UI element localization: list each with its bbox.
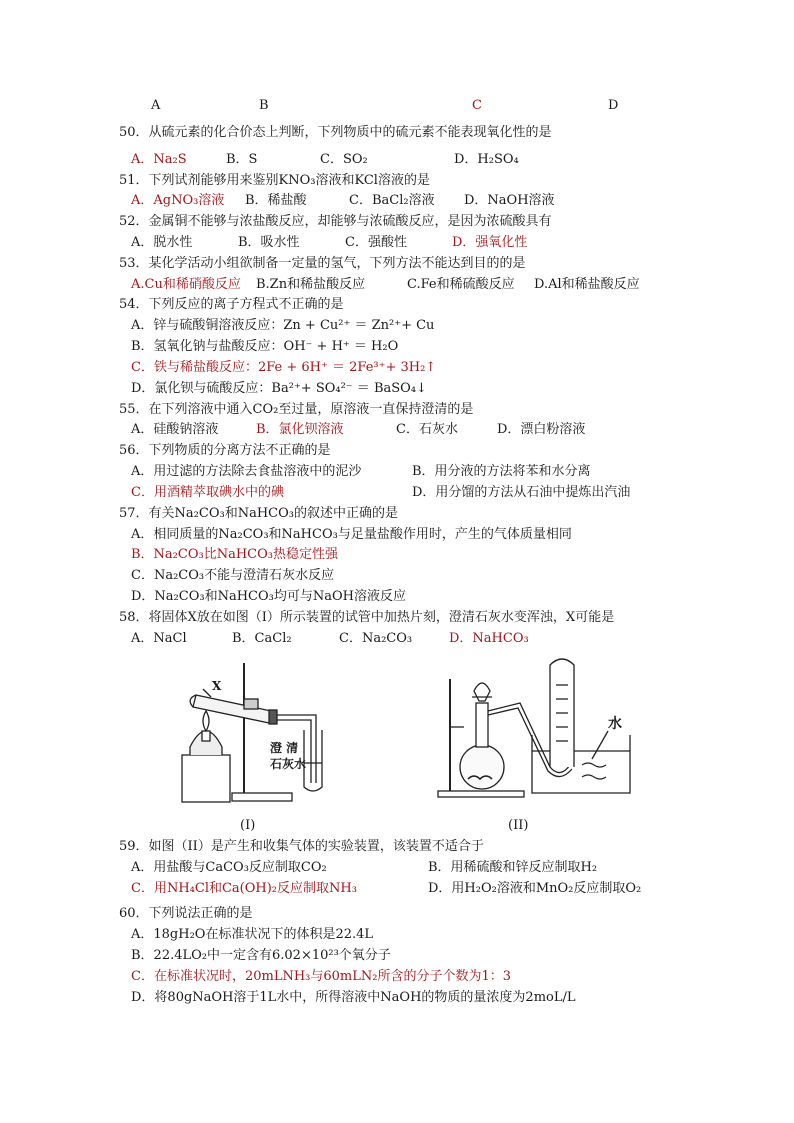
question-50-stem: 50．从硫元素的化合价态上判断，下列物质中的硫元素不能表现氧化性的是 — [119, 125, 552, 140]
q59-option-d: D．用H₂O₂溶液和MnO₂反应制取O₂ — [428, 881, 642, 896]
figure-1-heating-apparatus — [176, 655, 346, 807]
q56-option-d: D．用分馏的方法从石油中提炼出汽油 — [412, 485, 631, 500]
q51-option-a: A．AgNO₃溶液 — [131, 193, 225, 208]
figure-2-drawing — [432, 655, 632, 803]
q51-option-c: C．BaCl₂溶液 — [349, 193, 435, 208]
q50-option-c: C．SO₂ — [320, 152, 368, 167]
q60-option-d: D．将80gNaOH溶于1L水中，所得溶液中NaOH的物质的量浓度为2moL/L — [131, 990, 576, 1005]
question-60-stem: 60．下列说法正确的是 — [119, 906, 253, 921]
top-label-b: B — [259, 98, 269, 113]
q54-option-c: C．铁与稀盐酸反应：2Fe + 6H⁺ ＝ 2Fe³⁺+ 3H₂↑ — [131, 360, 437, 375]
q51-option-d: D．NaOH溶液 — [464, 193, 555, 208]
figure-2-caption: (II) — [508, 818, 529, 833]
q59-option-c: C．用NH₄Cl和Ca(OH)₂反应制取NH₃ — [131, 881, 357, 896]
figure-2-label-water: 水 — [608, 716, 622, 732]
question-56-stem: 56．下列物质的分离方法不正确的是 — [119, 443, 331, 458]
figure-1-caption: (I) — [240, 818, 256, 833]
q52-option-b: B．吸水性 — [238, 235, 300, 250]
figure-1-label-lime-1: 澄 清 — [270, 741, 299, 755]
q57-option-a: A．相同质量的Na₂CO₃和NaHCO₃与足量盐酸作用时，产生的气体质量相同 — [131, 527, 572, 542]
top-label-a: A — [151, 98, 161, 113]
question-58-stem: 58．将固体X放在如图（I）所示装置的试管中加热片刻，澄清石灰水变浑浊，X可能是 — [119, 610, 615, 625]
q53-option-d: D.Al和稀盐酸反应 — [534, 277, 640, 292]
q50-option-d: D．H₂SO₄ — [454, 152, 519, 167]
q54-option-a: A．锌与硫酸铜溶液反应：Zn + Cu²⁺ ＝ Zn²⁺+ Cu — [131, 318, 435, 333]
q55-option-d: D．漂白粉溶液 — [497, 422, 586, 437]
q57-option-c: C．Na₂CO₃不能与澄清石灰水反应 — [131, 568, 335, 583]
q52-option-a: A．脱水性 — [131, 235, 193, 250]
q57-option-b: B．Na₂CO₃比NaHCO₃热稳定性强 — [131, 547, 338, 562]
q58-option-d: D．NaHCO₃ — [449, 631, 529, 646]
q60-option-c: C．在标准状况时，20mLNH₃与60mLN₂所含的分子个数为1：3 — [131, 969, 512, 984]
q53-option-a: A.Cu和稀硝酸反应 — [131, 277, 241, 292]
q58-option-b: B．CaCl₂ — [232, 631, 292, 646]
q60-option-a: A．18gH₂O在标准状况下的体积是22.4L — [131, 927, 374, 942]
top-label-d: D — [608, 98, 619, 113]
q50-option-a: A．Na₂S — [131, 152, 187, 167]
q56-option-b: B．用分液的方法将苯和水分离 — [412, 464, 591, 479]
q55-option-c: C．石灰水 — [396, 422, 458, 437]
question-57-stem: 57．有关Na₂CO₃和NaHCO₃的叙述中正确的是 — [119, 506, 398, 521]
q55-option-b: B．氯化钡溶液 — [256, 422, 344, 437]
q52-option-d: D．强氧化性 — [452, 235, 528, 250]
q60-option-b: B．22.4LO₂中一定含有6.02×10²³个氧分子 — [131, 948, 391, 963]
figure-1-drawing — [176, 655, 346, 807]
question-53-stem: 53．某化学活动小组欲制备一定量的氢气，下列方法不能达到目的的是 — [119, 256, 526, 271]
question-59-stem: 59．如图（II）是产生和收集气体的实验装置，该装置不适合于 — [119, 839, 484, 854]
q54-option-d: D．氯化钡与硫酸反应：Ba²⁺+ SO₄²⁻ ＝ BaSO₄↓ — [131, 381, 427, 396]
q56-option-a: A．用过滤的方法除去食盐溶液中的泥沙 — [131, 464, 362, 479]
figure-1-label-x: X — [212, 679, 222, 693]
q55-option-a: A．硅酸钠溶液 — [131, 422, 219, 437]
q53-option-c: C.Fe和稀硫酸反应 — [407, 277, 515, 292]
q59-option-a: A．用盐酸与CaCO₃反应制取CO₂ — [131, 860, 327, 875]
q53-option-b: B.Zn和稀盐酸反应 — [256, 277, 366, 292]
q58-option-c: C．Na₂CO₃ — [339, 631, 413, 646]
question-51-stem: 51．下列试剂能够用来鉴别KNO₃溶液和KCl溶液的是 — [119, 173, 430, 188]
q51-option-b: B．稀盐酸 — [245, 193, 307, 208]
q50-option-b: B．S — [226, 152, 258, 167]
q59-option-b: B．用稀硫酸和锌反应制取H₂ — [428, 860, 598, 875]
q54-option-b: B．氢氧化钠与盐酸反应：OH⁻ + H⁺ ＝ H₂O — [131, 339, 399, 354]
q56-option-c: C．用酒精萃取碘水中的碘 — [131, 485, 284, 500]
figure-2-gas-collection-apparatus — [432, 655, 632, 803]
question-55-stem: 55．在下列溶液中通入CO₂至过量，原溶液一直保持澄清的是 — [119, 402, 474, 417]
q52-option-c: C．强酸性 — [345, 235, 407, 250]
top-label-c: C — [472, 98, 482, 113]
question-54-stem: 54．下列反应的离子方程式不正确的是 — [119, 297, 344, 312]
q57-option-d: D．Na₂CO₃和NaHCO₃均可与NaOH溶液反应 — [131, 589, 406, 604]
figure-1-label-lime-2: 石灰水 — [270, 757, 307, 771]
q58-option-a: A．NaCl — [131, 631, 187, 646]
question-52-stem: 52．金属铜不能够与浓盐酸反应，却能够与浓硫酸反应，是因为浓硫酸具有 — [119, 214, 552, 229]
